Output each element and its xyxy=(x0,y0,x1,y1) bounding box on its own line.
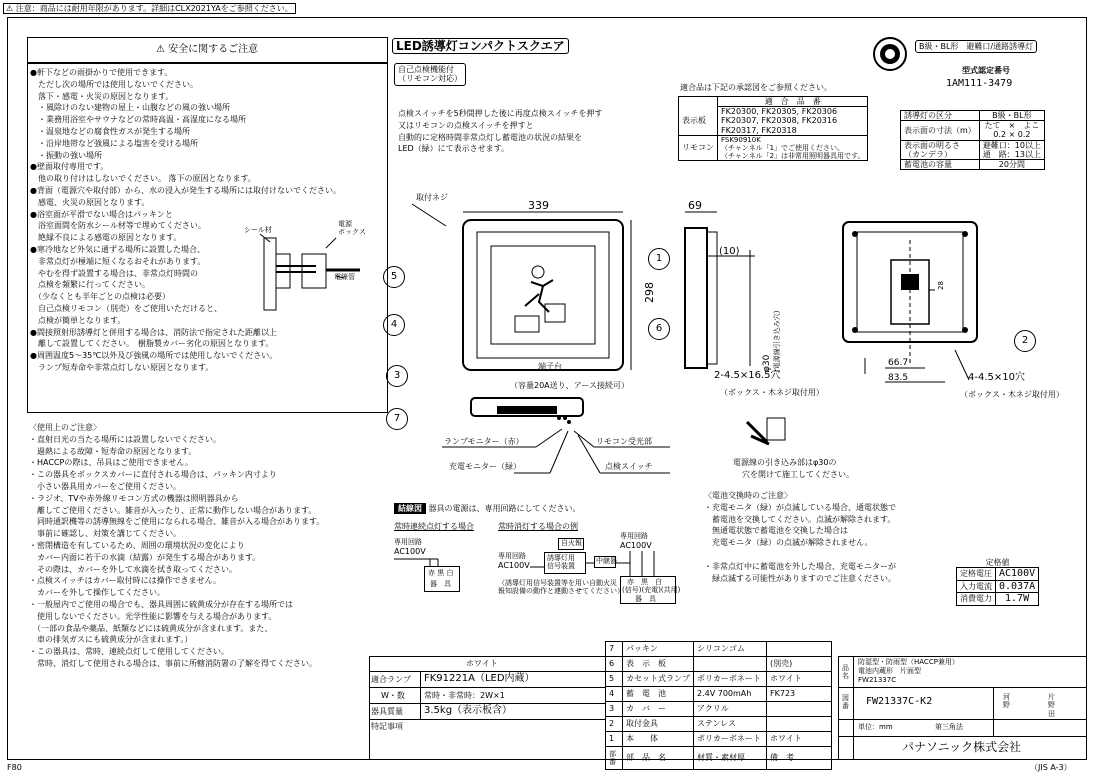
spec-value: 20分間 xyxy=(979,159,1044,169)
description-line: 又はリモコンの点検スイッチを押すと xyxy=(398,120,534,130)
usage-line: ・直射日光の当たる場所には設置しないでください。 xyxy=(29,434,221,444)
compat-header: 適 合 品 番 xyxy=(718,97,868,107)
parts-cell: カ バ ー xyxy=(623,702,694,717)
usage-line: 事前に確認し、対策を講じてください。 xyxy=(29,529,181,539)
safety-title-box xyxy=(27,37,388,63)
parts-cell: 4 xyxy=(606,687,623,702)
battery-note-line: 緑点滅する可能性がありますのでご注意ください。 xyxy=(704,573,896,583)
usage-line: 使用しないでください。光学性能に影響を与える場合があります。 xyxy=(29,611,277,621)
battery-note-line: ・非常点灯中に蓄電池を外した場合、充電モニターが xyxy=(704,561,896,571)
safety-line: 落下・感電・火災の原因となります。 xyxy=(30,91,174,101)
footer-left: F80 xyxy=(7,763,22,772)
svg-text:28: 28 xyxy=(937,281,945,290)
parts-cell: カセット式ランプ xyxy=(623,672,694,687)
safety-list xyxy=(30,67,385,374)
safety-line: ●間接照射形誘導灯と併用する場合は、消防法で指定された距離以上 xyxy=(30,327,277,337)
parts-cell: ホワイト xyxy=(767,672,832,687)
safety-line: やむを得ず設置する場合は、非常点灯時間の xyxy=(30,268,198,278)
cert-number: 1AM111-3479 xyxy=(946,78,1013,89)
circuit-label-right: 専用回路 xyxy=(498,552,526,560)
parts-cell: 3 xyxy=(606,702,623,717)
parts-header-cell: 部 品 名 xyxy=(623,747,694,770)
circuit-label-right2: 専用回路 xyxy=(620,532,648,540)
power-box-label: 電源 ボックス xyxy=(338,220,366,237)
usage-line: カバー内面に若干の水滴（結露）が発生する場合があります。 xyxy=(29,552,261,562)
usage-notes xyxy=(29,422,389,670)
drawing-label: 図番 xyxy=(842,694,849,711)
top-notice: ⚠ 注意：商品には耐用年限があります。詳細はCLX2021YAをご参照ください。 xyxy=(3,3,296,14)
parts-cell: 本 体 xyxy=(623,732,694,747)
usage-line: ・点検スイッチはカバー取付時には操作できません。 xyxy=(29,576,222,586)
product-description xyxy=(398,108,698,155)
fixture-color: ホワイト xyxy=(466,659,498,668)
parts-cell: ステンレス xyxy=(694,717,767,732)
cable-note-1: 電源線の引き込み部はφ30の xyxy=(733,458,837,467)
wiring-right-note: （誘導灯用信号装置等を用い自動火災 報知設備の動作と連動させてください） xyxy=(498,579,624,596)
parts-cell xyxy=(694,657,767,672)
parts-cell: 2 xyxy=(606,717,623,732)
spec-row xyxy=(901,121,1045,140)
self-check-label: 自己点検機能付 （リモコン対応） xyxy=(394,63,466,86)
callout-2: 2 xyxy=(1014,330,1036,352)
approver-1: 河野 xyxy=(1003,693,1010,710)
callout-1: 1 xyxy=(648,248,670,270)
svg-text:(10): (10) xyxy=(719,246,740,257)
safety-line: ●背面（電源穴や取付部）から、水の浸入が発生する場所には取付けないでください。 xyxy=(30,185,341,195)
safety-line: ●周囲温度5～35℃以外及び強風の場所では使用しないでください。 xyxy=(30,351,278,361)
hole1-label: 2-4.5×16.5穴 xyxy=(714,370,781,381)
safety-line: ●軒下などの雨掛かりで使用できます。 xyxy=(30,68,173,77)
usage-line: 過熱による故障・短寿命の原因となります。 xyxy=(29,446,197,456)
wiring-header: 結線図 器具の電源は、専用回路にしてください。 xyxy=(394,503,581,514)
safety-line: 他の取り付けはしないでください。 落下の原因となります。 xyxy=(30,174,256,184)
safety-line: ・業務用浴室やサウナなどの常時高温・高湿度になる場所 xyxy=(30,115,246,125)
safety-line: 感電、火災の原因となります。 xyxy=(30,197,150,207)
description-line: 点検スイッチを5秒間押した後に再度点検スイッチを押す xyxy=(398,109,603,118)
product-name: LED誘導灯コンパクトスクエア xyxy=(392,38,569,54)
rating-title: 定格値 xyxy=(957,558,1039,568)
safety-line: 非常点灯が極端に短くなるおそれがあります。 xyxy=(30,256,206,266)
footer-right: （JIS A-3） xyxy=(1030,763,1072,772)
watt-label: W・数 xyxy=(381,691,405,700)
spec-label: 表示面の寸法（m） xyxy=(901,121,980,140)
safety-line: 浴室面間を防水シール材等で埋めてください。 xyxy=(30,221,206,231)
battery-note-line: 〈電池交換時のご注意〉 xyxy=(704,491,792,500)
safety-title: ⚠ 安全に関するご注意 xyxy=(156,44,259,55)
wall-mount-sketch xyxy=(240,228,388,312)
spec-row xyxy=(901,159,1045,169)
usage-line: ・ラジオ、TVや赤外線リモコン方式の機器は照明器具から xyxy=(29,493,239,503)
callout-3: 3 xyxy=(386,365,408,387)
ac100v-right2: AC100V xyxy=(620,541,652,550)
display-label: 表示板 xyxy=(679,107,718,136)
name-value: 防湿型・防雨型（HACCP兼用） 電池内蔵形 片面型 FW21337C xyxy=(858,658,959,685)
wiring-right-title: 常時消灯する場合の例 xyxy=(498,522,578,531)
terminal-label: 端子台 xyxy=(538,362,562,371)
applicable-note: 適合品は下記の承認図をご参照ください。 xyxy=(680,83,832,92)
parts-row xyxy=(606,642,901,657)
parts-cell: パッキン xyxy=(623,642,694,657)
usage-line: 小さい器具用カバーをご使用ください。 xyxy=(29,481,181,491)
remote-receiver-label: リモコン受光部 xyxy=(596,437,652,446)
safety-line: ●寒冷地など外気に通ずる場所に設置した場合、 xyxy=(30,244,205,254)
parts-header-cell: 備 考 xyxy=(767,747,832,770)
callout-5: 5 xyxy=(383,266,405,288)
parts-header-cell: 材質・素材厚 xyxy=(694,747,767,770)
cable-note-2: 穴を開けて施工してください。 xyxy=(742,470,854,479)
spec-row xyxy=(901,111,1045,121)
circuit-label-left: 専用回路 xyxy=(394,538,422,546)
safety-line: ・温泉地などの腐食性ガスが発生する場所 xyxy=(30,126,190,136)
description-line: LED（緑）にて表示させます。 xyxy=(398,144,510,154)
safety-line: ●浴室面が平滑でない場合はパッキンと xyxy=(30,209,173,219)
parts-header-cell: 部番 xyxy=(606,747,623,770)
usage-line: ・この器具は、常時、連続点灯して使用してください。 xyxy=(29,647,229,657)
callout-4: 4 xyxy=(383,314,405,336)
drawing-number: FW21337C-K2 xyxy=(866,696,933,707)
terminal-note: （容量20A送り、アース接続可） xyxy=(510,381,630,390)
remote-label: リモコン xyxy=(679,135,718,160)
usage-line: 〈使用上のご注意〉 xyxy=(29,423,101,432)
callout-7: 7 xyxy=(386,408,408,430)
usage-line: 離してご使用ください。雑音が入ったり、正常に動作しない場合があります。 xyxy=(29,505,317,515)
fixture-box-left: 赤 黒 白 器 具 xyxy=(424,566,460,592)
parts-cell: ホワイト xyxy=(767,732,832,747)
spec-row xyxy=(901,140,1045,159)
parts-cell: 2.4V 700mAh xyxy=(694,687,767,702)
usage-line: カバーを外して操作してください。 xyxy=(29,588,165,598)
svg-text:φ30: φ30 xyxy=(762,354,772,372)
usage-line: （一部の食品や薬品、紙類などには硫黄成分が含まれます。また、 xyxy=(29,623,273,633)
lamp-monitor-label: ランプモニター（赤） xyxy=(444,437,524,446)
rating-table: 定格値 定格電圧 AC100V 入力電流 0.037A 消費電力 1.7W xyxy=(956,558,1039,606)
lamp-value: FK91221A（LED内蔵） xyxy=(424,673,535,684)
battery-note-line: ・充電モニタ（緑）が点滅している場合、通電状態で xyxy=(704,502,896,512)
parts-cell: ポリカーボネート xyxy=(694,732,767,747)
safety-line: ランプ短寿命や非常点灯しない原因となります。 xyxy=(30,362,214,372)
parts-cell xyxy=(767,702,832,717)
ac100v-right: AC100V xyxy=(498,561,530,570)
cert-label: 型式認定番号 xyxy=(962,66,1010,75)
name-label: 品名 xyxy=(842,664,849,681)
usage-line: ・一般屋内でご使用の場合でも、器具周囲に硫黄成分が存在する場所では xyxy=(29,599,293,609)
wiring-badge: 結線図 xyxy=(394,503,426,514)
parts-cell: 蓄 電 池 xyxy=(623,687,694,702)
spec-value: B級・BL形 xyxy=(979,111,1044,121)
screw-label: 取付ネジ xyxy=(416,193,448,202)
lamp-label: 適合ランプ xyxy=(371,675,411,684)
hole2-label: 4-4.5×10穴 xyxy=(968,372,1025,383)
spec-value: たて × よこ 0.2 × 0.2 xyxy=(979,121,1044,140)
watt-value: 常時・非常時：2W×1 xyxy=(424,691,505,700)
spec-label: 誘導灯の区分 xyxy=(901,111,980,121)
special-label: 特記事項 xyxy=(371,722,403,731)
battery-note-line: 無通電状態で蓄電池を交換した場合は xyxy=(704,526,848,536)
safety-line: ・風除けのない建物の屋上・山腹などの風の強い場所 xyxy=(30,103,230,113)
safety-line: 点検を頻繁に行ってください。 xyxy=(30,280,150,290)
safety-line: 絶縁不良による感電の原因となります。 xyxy=(30,233,182,243)
spec-value: 避難口：10以上 通 路：13以上 xyxy=(979,140,1044,159)
usage-line: 車の排気ガスにも硫黄成分が含まれます。） xyxy=(29,635,193,645)
parts-cell xyxy=(767,717,832,732)
parts-cell: ポリカーボネート xyxy=(694,672,767,687)
certification-seal-icon xyxy=(872,36,908,72)
parts-cell: 1 xyxy=(606,732,623,747)
cable-label: 電線管 xyxy=(334,273,355,281)
safety-line: 自己点検リモコン（別売）をご使用いただけると、 xyxy=(30,303,222,313)
svg-text:83.5: 83.5 xyxy=(888,373,909,383)
safety-line: ・沿岸地帯など強風による塩害を受ける場所 xyxy=(30,138,198,148)
weight-value: 3.5kg（表示板含） xyxy=(424,705,513,716)
parts-cell: 取付金具 xyxy=(623,717,694,732)
usage-line: ・密閉構造を有しているため、周囲の環境状況の変化により xyxy=(29,540,245,550)
exit-sign-icon xyxy=(515,266,565,332)
warning-icon: ⚠ xyxy=(156,44,165,55)
parts-cell: FK723 xyxy=(767,687,832,702)
battery-note-line: 蓄電池を交換してください。点滅が解除されます。 xyxy=(704,514,896,524)
svg-text:66.7: 66.7 xyxy=(888,358,909,368)
projection-label: 第三角法 xyxy=(935,723,963,731)
seal-label: シール材 xyxy=(244,226,272,234)
parts-cell xyxy=(832,642,901,657)
parts-cell: 6 xyxy=(606,657,623,672)
signal-device-box: 誘導灯用 信号装置 xyxy=(544,552,586,574)
description-line: 自動的に定格時間非常点灯し蓄電池の状況の結果を xyxy=(398,132,582,142)
charge-monitor-label: 充電モニター（緑） xyxy=(449,462,521,471)
relay-box: 中継器 xyxy=(594,556,616,568)
wiring-left-title: 常時連続点灯する場合 xyxy=(394,522,474,531)
weight-label: 器具質量 xyxy=(371,707,403,716)
parts-cell: 7 xyxy=(606,642,623,657)
company-name: パナソニック株式会社 xyxy=(902,740,1022,754)
spec-table xyxy=(900,110,1045,170)
parts-cell xyxy=(767,642,832,657)
ac100v-left: AC100V xyxy=(394,547,426,556)
parts-cell: (別売) xyxy=(767,657,832,672)
hole2-note: （ボックス・木ネジ取付用） xyxy=(960,390,1064,399)
svg-text:298: 298 xyxy=(643,282,656,303)
usage-line: その際は、カバーを外して水滴を拭き取ってください。 xyxy=(29,564,237,574)
spec-label: 蓄電池の容量 xyxy=(901,159,980,169)
svg-text:69: 69 xyxy=(688,199,702,212)
remote-items: FSK90910K （チャンネル「1」でご使用ください。 （チャンネル「2」は非常用照明器具用です。 xyxy=(718,135,868,160)
safety-line: ●壁面取付専用です。 xyxy=(30,162,109,172)
parts-cell: アクリル xyxy=(694,702,767,717)
approver-2: 片野田 xyxy=(1048,693,1055,718)
unit-label: 単位：mm xyxy=(858,723,893,731)
callout-6: 6 xyxy=(648,318,670,340)
usage-line: 常時、消灯して使用される場合は、事前に所轄消防署の了解を得てください。 xyxy=(29,658,317,668)
safety-line: ・振動の強い場所 xyxy=(30,150,102,160)
battery-note-line: 充電モニタ（緑）の点滅が解除されません。 xyxy=(704,538,873,548)
fire-alarm-box: 自火報 xyxy=(558,538,584,550)
safety-line: 離して設置してください。 樹脂製カバー劣化の原因となります。 xyxy=(30,339,274,349)
usage-line: ・この器具をボックスカバーに直付される場合は、パッキン内寸より xyxy=(29,470,277,480)
svg-text:339: 339 xyxy=(528,199,549,212)
usage-line: ・HACCPの際は、吊具はご使用できません。 xyxy=(29,458,193,468)
compat-table xyxy=(678,96,868,161)
parts-cell: シリコンゴム xyxy=(694,642,767,657)
display-items: FK20300, FK20305, FK20306 FK20307, FK20308, FK20316 FK20317, FK20318 xyxy=(718,107,868,136)
check-switch-label: 点検スイッチ xyxy=(605,462,653,471)
safety-line: ただし次の場所では使用しないでください。 xyxy=(30,79,198,89)
fixture-box-right: 赤 黒 白 (信号)(充電)(共用) 器 具 xyxy=(622,578,681,603)
parts-cell: 5 xyxy=(606,672,623,687)
type-title: B級・BL形 避難口/通路誘導灯 xyxy=(915,40,1037,53)
parts-cell: 表 示 板 xyxy=(623,657,694,672)
safety-line: 点検が簡単となります。 xyxy=(30,315,126,325)
usage-line: 同時通訳機等の誘導無線をご使用になられる場合、雑音が入る場合があります。 xyxy=(29,517,325,527)
hole1-note: （ボックス・木ネジ取付用） xyxy=(720,388,824,397)
spec-label: 表示面の明るさ （カンデラ） xyxy=(901,140,980,159)
safety-line: （少なくとも半年ごとの点検は必要） xyxy=(30,292,170,302)
svg-text:(電源線引き込み穴): (電源線引き込み穴) xyxy=(773,310,781,372)
